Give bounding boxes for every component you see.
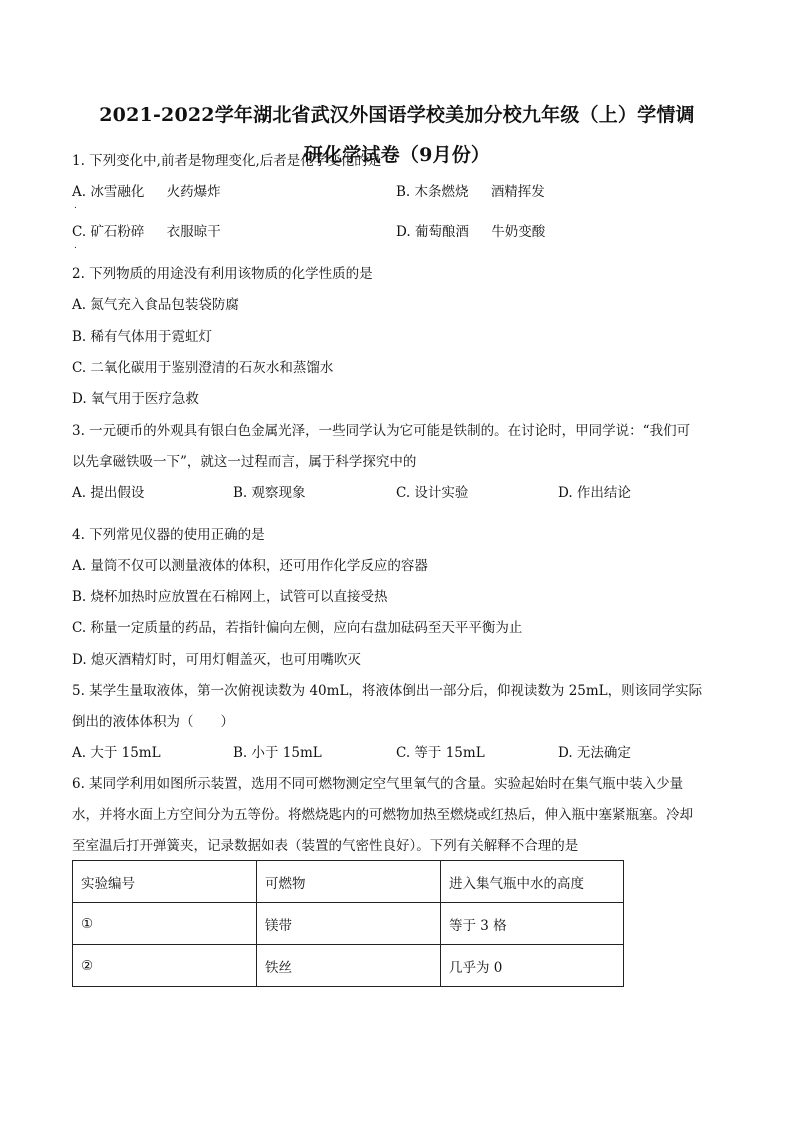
option-part-1: 冰雪融化	[90, 184, 145, 200]
question-1-option-a	[72, 182, 221, 202]
table-header-row	[73, 861, 624, 903]
question-5-stem-line1: 5. 某学生量取液体，第一次俯视读数为 40mL，将液体倒出一部分后，仰视读数为 25mL，则该同学实际	[72, 683, 703, 699]
question-4-option-a: A. 量筒不仅可以测量液体的体积，还可用作化学反应的容器	[72, 558, 428, 574]
table-cell: 铁丝	[257, 945, 441, 987]
question-3-stem-line1: 3. 一元硬币的外观具有银白色金属光泽，一些同学认为它可能是铁制的。在讨论时，甲同学说：“我们可	[72, 423, 691, 439]
question-6-stem-line3: 至室温后打开弹簧夹，记录数据如表（装置的气密性良好）。下列有关解释不合理的是	[72, 838, 579, 854]
question-3-option-c: C. 设计实验	[396, 485, 469, 501]
question-4-option-c: C. 称量一定质量的药品，若指针偏向左侧，应向右盘加砝码至天平平衡为止	[72, 620, 523, 636]
option-part-1: 葡萄酿酒	[414, 224, 469, 240]
question-2-stem: 2. 下列物质的用途没有利用该物质的化学性质的是	[72, 266, 373, 282]
question-2-option-b: B. 稀有气体用于霓虹灯	[72, 329, 213, 345]
table-header-cell: 进入集气瓶中水的高度	[441, 861, 624, 903]
question-5-stem-line2: 倒出的液体体积为（ ）	[72, 714, 234, 730]
option-part-2: 火药爆炸	[166, 184, 221, 200]
option-part-2: 衣服晾干	[166, 224, 221, 240]
table-cell: 镁带	[257, 903, 441, 945]
question-4-option-b: B. 烧杯加热时应放置在石棉网上，试管可以直接受热	[72, 589, 388, 605]
option-part-2: 酒精挥发	[490, 184, 545, 200]
question-5-option-d: D. 无法确定	[558, 745, 631, 761]
question-5-option-c: C. 等于 15mL	[396, 745, 485, 761]
table-cell: ②	[73, 945, 257, 987]
table-header-cell: 可燃物	[257, 861, 441, 903]
table-cell: 几乎为 0	[441, 945, 624, 987]
question-6-stem-line2: 水，并将水面上方空间分为五等份。将燃烧匙内的可燃物加热至燃烧或红热后，伸入瓶中塞紧瓶塞。冷却	[72, 807, 693, 823]
question-2-option-d: D. 氧气用于医疗急救	[72, 391, 199, 407]
table-row	[73, 945, 624, 987]
option-letter: C.	[72, 224, 87, 240]
stray-mark: .	[74, 201, 77, 211]
question-2-option-c: C. 二氧化碳用于鉴别澄清的石灰水和蒸馏水	[72, 360, 334, 376]
table-cell: 等于 3 格	[441, 903, 624, 945]
exam-title-line2: 研化学试卷（9月份）	[303, 144, 491, 166]
question-5-option-b: B. 小于 15mL	[233, 745, 322, 761]
option-letter: B.	[396, 184, 411, 200]
question-4-stem: 4. 下列常见仪器的使用正确的是	[72, 527, 265, 543]
question-1-option-c	[72, 222, 221, 242]
experiment-table	[72, 860, 624, 987]
question-4-option-d: D. 熄灭酒精灯时，可用灯帽盖灭，也可用嘴吹灭	[72, 652, 361, 668]
question-6-stem-line1: 6. 某同学利用如图所示装置，选用不同可燃物测定空气里氧气的含量。实验起始时在集气瓶中装入少量	[72, 776, 684, 792]
question-2-option-a: A. 氮气充入食品包装袋防腐	[72, 297, 239, 313]
question-5-option-a: A. 大于 15mL	[72, 745, 161, 761]
question-1-option-d	[396, 222, 545, 242]
question-3-option-a: A. 提出假设	[72, 485, 145, 501]
question-3-option-d: D. 作出结论	[558, 485, 631, 501]
table-cell: ①	[73, 903, 257, 945]
option-part-2: 牛奶变酸	[491, 224, 546, 240]
table-header-cell: 实验编号	[73, 861, 257, 903]
option-letter: A.	[72, 184, 87, 200]
question-3-option-b: B. 观察现象	[233, 485, 306, 501]
exam-title-line1: 2021-2022学年湖北省武汉外国语学校美加分校九年级（上）学情调	[99, 104, 695, 126]
stray-mark: .	[74, 241, 77, 251]
option-part-1: 木条燃烧	[414, 184, 469, 200]
table-row	[73, 903, 624, 945]
question-1-option-b	[396, 182, 545, 202]
question-3-stem-line2: 以先拿磁铁吸一下”，就这一过程而言，属于科学探究中的	[72, 454, 417, 470]
question-1-stem: 1. 下列变化中,前者是物理变化,后者是化学变化的是	[72, 153, 382, 169]
option-part-1: 矿石粉碎	[90, 224, 145, 240]
option-letter: D.	[396, 224, 411, 240]
